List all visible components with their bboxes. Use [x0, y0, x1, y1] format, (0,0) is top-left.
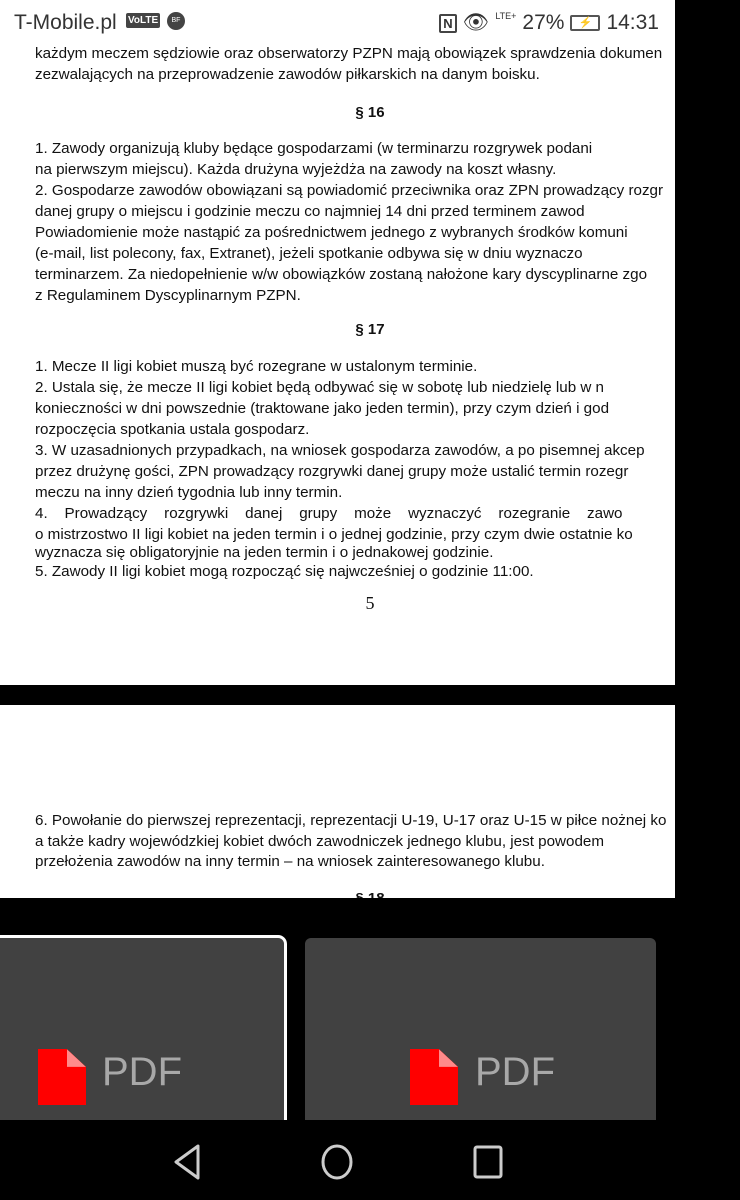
card-label: PDF	[102, 1050, 182, 1094]
navigation-bar	[0, 1120, 675, 1200]
text-line: każdym meczem sędziowie oraz obserwatorzy PZPN mają obowiązek sprawdzenia dokumen	[35, 45, 663, 62]
clock: 14:31	[606, 11, 659, 34]
text-line: meczu na inny dzień tygodnia lub inny termin.	[35, 484, 343, 501]
home-button[interactable]	[320, 1142, 354, 1187]
carrier-name: T-Mobile.pl	[14, 11, 117, 34]
card-label: PDF	[475, 1050, 555, 1094]
eye-comfort-icon: 👁	[462, 11, 490, 34]
text-line: Powiadomienie może nastąpić za pośrednictwem jednego z wybranych środków komuni	[35, 224, 628, 241]
pdf-page-5[interactable]	[0, 45, 675, 685]
bf-app-icon: BF	[167, 12, 185, 30]
section-heading: § 16	[355, 104, 385, 121]
text-line: (e-mail, list polecony, fax, Extranet), jeżeli spotkanie odbywa się w dniu wyznaczo	[35, 245, 583, 262]
text-line: na pierwszym miejscu). Każda drużyna wyjeżdża na zawody na koszt własny.	[35, 161, 557, 178]
text-line: terminarzem. Za niedopełnienie w/w obowiązków zostaną nałożone kary dyscyplinarne zgo	[35, 266, 648, 283]
text-line: konieczności w dni powszednie (traktowane jako jeden termin), przy czym dzień i god	[35, 400, 610, 417]
volte-icon: VoLTE	[128, 15, 159, 26]
text-line: danej grupy o miejscu i godzinie meczu co najmniej 14 dni przed terminem zawod	[35, 203, 585, 220]
text-line: 6. Powołanie do pierwszej reprezentacji, reprezentacji U-19, U-17 oraz U-15 w piłce nożnej ko	[35, 812, 667, 829]
recent-apps-strip	[0, 898, 675, 1120]
text-line: z Regulaminem Dyscyplinarnym PZPN.	[35, 287, 301, 304]
status-bar	[0, 0, 675, 45]
recent-app-card-pdf[interactable]	[0, 938, 284, 1120]
back-button[interactable]	[172, 1142, 202, 1187]
text-line: przez drużynę gości, ZPN prowadzący rozgrywki danej grupy może ustalić termin rozegr	[35, 463, 629, 480]
text-line: 5. Zawody II ligi kobiet mogą rozpocząć się najwcześniej o godzinie 11:00.	[35, 563, 534, 580]
pdf-page-6[interactable]	[0, 705, 675, 898]
battery-percent: 27%	[522, 11, 565, 34]
text-line: 2. Gospodarze zawodów obowiązani są powiadomić przeciwnika oraz ZPN prowadzący rozgr	[35, 182, 664, 199]
text-line: 4. Prowadzący rozgrywki danej grupy może wyznaczyć rozegranie zawo	[35, 505, 623, 522]
text-line: wyznacza się obligatoryjnie na jeden termin i o jednakowej godzinie.	[35, 544, 494, 561]
text-line: 3. W uzasadnionych przypadkach, na wniosek gospodarza zawodów, a po pisemnej akcep	[35, 442, 645, 459]
nfc-icon: N	[439, 14, 456, 33]
text-line: rozpoczęcia spotkania ustala gospodarz.	[35, 421, 310, 438]
text-line: przełożenia zawodów na inny termin – na wniosek zainteresowanego klubu.	[35, 853, 545, 870]
text-line: 1. Mecze II ligi kobiet muszą być rozegrane w ustalonym terminie.	[35, 358, 478, 375]
section-heading: § 17	[355, 321, 385, 338]
text-line: 2. Ustala się, że mecze II ligi kobiet będą odbywać się w sobotę lub niedzielę lub w n	[35, 379, 604, 396]
text-line: a także kadry wojewódzkiej kobiet dwóch zawodniczek jednego klubu, jest powodem	[35, 833, 605, 850]
recents-button[interactable]	[472, 1142, 504, 1187]
pdf-file-icon	[38, 1049, 86, 1105]
text-line: o mistrzostwo II ligi kobiet na jeden termin i o jednej godzinie, przy czym dwie ostatnie ko	[35, 526, 633, 543]
recent-app-card-pdf[interactable]	[305, 938, 656, 1120]
text-line: zezwalających na przeprowadzenie zawodów piłkarskich na danym boisku.	[35, 66, 540, 83]
page-number: 5	[365, 593, 375, 613]
text-line: 1. Zawody organizują kluby będące gospodarzami (w terminarzu rozgrywek podani	[35, 140, 593, 157]
battery-charging-icon: ⚡	[570, 15, 600, 31]
pdf-file-icon	[410, 1049, 458, 1105]
signal-icon: LTE+	[495, 11, 517, 21]
